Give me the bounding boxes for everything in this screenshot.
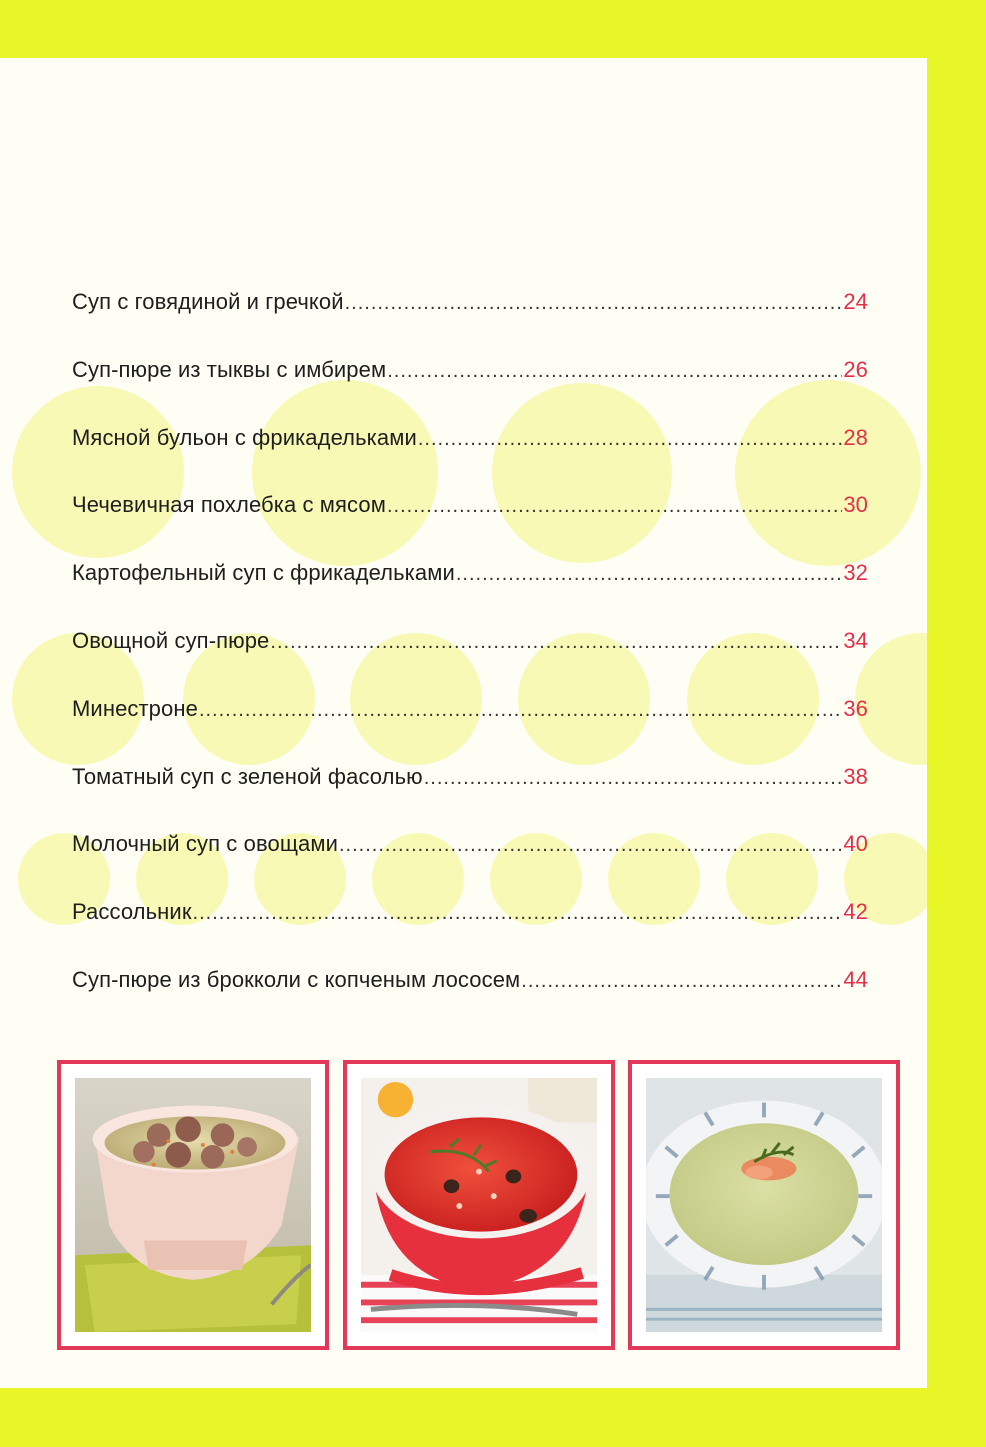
toc-leader — [387, 360, 842, 383]
broccoli-cream-soup-photo — [628, 1060, 900, 1350]
toc-title: Суп с говядиной и гречкой — [72, 289, 344, 314]
toc-page-number: 34 — [843, 627, 868, 653]
meatball-soup-photo-icon — [75, 1078, 311, 1332]
toc-leader — [424, 767, 843, 790]
toc-leader — [387, 495, 842, 518]
toc-page-number: 44 — [843, 966, 868, 992]
toc-page-number: 38 — [843, 763, 868, 789]
toc-leader — [339, 834, 842, 857]
toc-title: Томатный суп с зеленой фасолью — [72, 763, 423, 789]
toc-page-number: 32 — [843, 560, 868, 586]
toc-title: Суп-пюре из брокколи с копченым лососем — [72, 966, 521, 992]
tomato-soup-photo-icon — [361, 1078, 597, 1332]
toc-page-number: 40 — [843, 831, 868, 857]
toc-title: Рассольник — [72, 899, 192, 925]
toc-leader — [193, 902, 843, 925]
toc-entry[interactable] — [72, 357, 868, 425]
toc-entry[interactable] — [72, 696, 868, 764]
tomato-soup-photo — [343, 1060, 615, 1350]
toc-leader — [418, 428, 842, 451]
broccoli-cream-soup-photo-icon — [646, 1078, 882, 1332]
toc-page-number: 42 — [843, 899, 868, 925]
toc-entry[interactable] — [72, 764, 868, 832]
toc-leader — [199, 699, 842, 722]
meatball-soup-photo — [57, 1060, 329, 1350]
toc-title: Суп-пюре из тыквы с имбирем — [72, 356, 387, 382]
toc-page-number: 28 — [843, 424, 868, 450]
table-of-contents — [72, 289, 868, 1035]
toc-title: Минестроне — [72, 695, 198, 721]
toc-entry[interactable] — [72, 289, 868, 357]
toc-entry[interactable] — [72, 831, 868, 899]
toc-page-number: 24 — [843, 289, 868, 314]
toc-title: Мясной бульон с фрикадельками — [72, 424, 417, 450]
toc-entry[interactable] — [72, 425, 868, 493]
toc-leader — [270, 631, 842, 654]
toc-page-number: 26 — [843, 356, 868, 382]
toc-title: Овощной суп-пюре — [72, 627, 270, 653]
toc-leader — [345, 292, 843, 315]
toc-page-number: 36 — [843, 695, 868, 721]
toc-page-number: 30 — [843, 492, 868, 518]
toc-leader — [521, 970, 842, 993]
toc-title: Молочный суп с овощами — [72, 831, 338, 857]
toc-entry[interactable] — [72, 628, 868, 696]
toc-leader — [456, 563, 842, 586]
toc-entry[interactable] — [72, 560, 868, 628]
toc-entry[interactable] — [72, 967, 868, 1035]
toc-title: Картофельный суп с фрикадельками — [72, 560, 455, 586]
toc-title: Чечевичная похлебка с мясом — [72, 492, 386, 518]
toc-entry[interactable] — [72, 492, 868, 560]
toc-entry[interactable] — [72, 899, 868, 967]
